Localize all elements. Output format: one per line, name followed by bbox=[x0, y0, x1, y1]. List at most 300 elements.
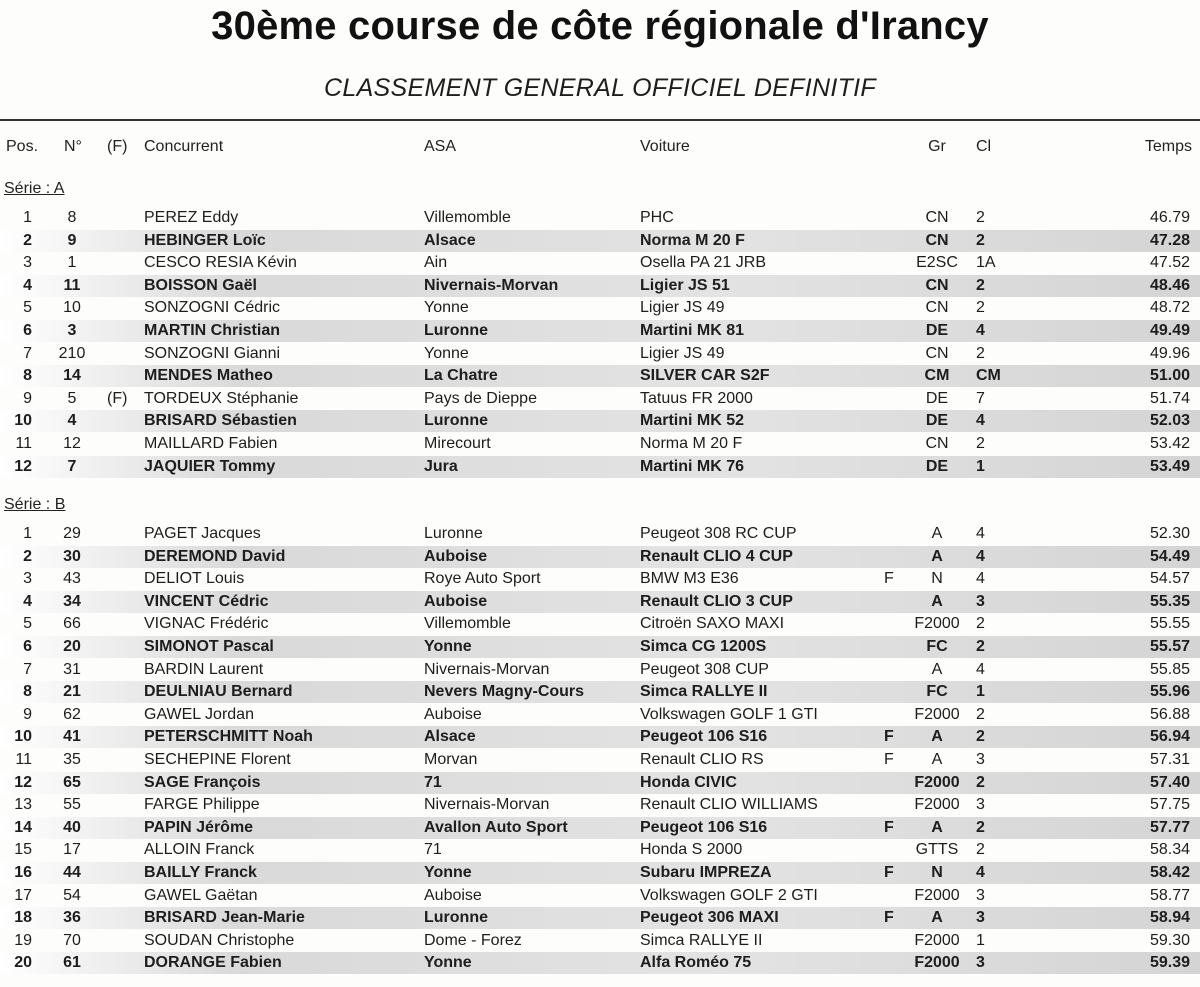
cell-f bbox=[107, 523, 141, 545]
cell-voiture: Ligier JS 49 bbox=[640, 344, 725, 362]
cell-cl: 3 bbox=[976, 796, 985, 814]
cell-f bbox=[107, 207, 141, 229]
cell-temps: 57.31 bbox=[1149, 751, 1190, 768]
cell-concurrent: DORANGE Fabien bbox=[144, 954, 282, 972]
cell-f bbox=[107, 568, 141, 590]
table-row bbox=[0, 839, 1200, 861]
cell-asa: Yonne bbox=[424, 344, 469, 362]
cell-temps: 58.34 bbox=[1149, 841, 1190, 859]
cell-pos: 7 bbox=[23, 660, 32, 678]
cell-gr: F2000 bbox=[914, 773, 960, 791]
cell-voiture: Peugeot 106 S16 bbox=[640, 818, 768, 836]
cell-gr: CN bbox=[925, 276, 949, 294]
cell-temps: 49.96 bbox=[1149, 344, 1190, 362]
cell-f bbox=[107, 749, 141, 771]
cell-voiture: Simca RALLYE II bbox=[640, 683, 768, 701]
cell-f bbox=[107, 794, 141, 816]
cell-asa: Jura bbox=[424, 457, 458, 475]
cell-flag: F bbox=[884, 909, 894, 927]
cell-num: 1 bbox=[67, 254, 77, 272]
cell-num: 35 bbox=[63, 751, 81, 768]
cell-pos: 2 bbox=[23, 231, 32, 249]
cell-concurrent: FARGE Philippe bbox=[144, 796, 260, 814]
cell-cl: 2 bbox=[976, 705, 985, 723]
cell-voiture: Honda S 2000 bbox=[640, 841, 743, 859]
cell-temps: 54.49 bbox=[1149, 547, 1190, 565]
cell-flag: F bbox=[884, 864, 894, 881]
cell-gr: F2000 bbox=[914, 705, 960, 723]
cell-asa: Auboise bbox=[424, 547, 488, 565]
cell-voiture: Renault CLIO 3 CUP bbox=[640, 592, 793, 610]
cell-temps: 49.49 bbox=[1149, 322, 1190, 339]
cell-voiture: Renault CLIO WILLIAMS bbox=[640, 796, 818, 814]
cell-gr: F2000 bbox=[914, 931, 960, 949]
cell-gr: A bbox=[931, 547, 943, 565]
cell-f bbox=[107, 343, 141, 365]
cell-cl: 3 bbox=[976, 592, 985, 610]
cell-asa: Yonne bbox=[424, 638, 472, 655]
table-row bbox=[0, 659, 1200, 681]
table-row bbox=[0, 794, 1200, 816]
cell-num: 40 bbox=[63, 818, 81, 836]
cell-num: 70 bbox=[63, 931, 81, 949]
cell-pos: 12 bbox=[14, 457, 32, 475]
cell-voiture: Martini MK 76 bbox=[640, 457, 745, 475]
cell-voiture: BMW M3 E36 bbox=[640, 570, 739, 588]
cell-cl: 2 bbox=[976, 276, 985, 294]
cell-pos: 1 bbox=[23, 525, 32, 542]
cell-cl: 4 bbox=[976, 864, 985, 881]
cell-f bbox=[107, 365, 141, 387]
cell-concurrent: TORDEUX Stéphanie bbox=[144, 389, 299, 407]
cell-temps: 47.52 bbox=[1149, 254, 1190, 272]
cell-pos: 8 bbox=[23, 683, 32, 701]
cell-gr: CN bbox=[925, 231, 949, 249]
cell-cl: 2 bbox=[976, 841, 985, 859]
cell-concurrent: SOUDAN Christophe bbox=[144, 931, 295, 949]
cell-num: 10 bbox=[63, 299, 81, 317]
series-label-text: Série : A bbox=[4, 180, 65, 197]
cell-voiture: Norma M 20 F bbox=[640, 231, 745, 249]
cell-f bbox=[107, 726, 141, 748]
cell-f bbox=[107, 772, 141, 794]
table-row bbox=[0, 207, 1200, 229]
table-row bbox=[0, 433, 1200, 455]
cell-f bbox=[107, 817, 141, 839]
cell-temps: 53.49 bbox=[1149, 457, 1190, 475]
cell-temps: 58.77 bbox=[1149, 886, 1190, 904]
cell-gr: CM bbox=[924, 367, 950, 385]
cell-asa: Nivernais-Morvan bbox=[424, 276, 559, 294]
page-title: 30ème course de côte régionale d'Irancy bbox=[211, 4, 989, 48]
cell-asa: Avallon Auto Sport bbox=[424, 818, 568, 836]
cell-pos: 15 bbox=[14, 841, 32, 859]
cell-concurrent: VINCENT Cédric bbox=[144, 592, 269, 610]
cell-asa: Nivernais-Morvan bbox=[424, 796, 550, 814]
header-num: N° bbox=[64, 138, 82, 155]
table-row bbox=[0, 613, 1200, 635]
cell-f bbox=[107, 297, 141, 319]
cell-pos: 3 bbox=[23, 254, 32, 272]
cell-cl: 1 bbox=[976, 931, 985, 949]
cell-num: 12 bbox=[63, 435, 81, 452]
cell-temps: 56.88 bbox=[1149, 705, 1190, 723]
cell-gr: N bbox=[931, 864, 943, 881]
cell-f bbox=[107, 252, 141, 274]
header-f: (F) bbox=[107, 138, 128, 155]
cell-num: 8 bbox=[67, 209, 77, 226]
cell-asa: Luronne bbox=[424, 412, 488, 430]
cell-concurrent: MAILLARD Fabien bbox=[144, 435, 278, 452]
cell-voiture: Martini MK 52 bbox=[640, 412, 745, 430]
cell-flag: F bbox=[884, 751, 894, 768]
cell-asa: Yonne bbox=[424, 299, 469, 317]
cell-gr: FC bbox=[926, 638, 948, 655]
cell-cl: 2 bbox=[976, 299, 985, 317]
cell-temps: 57.40 bbox=[1149, 773, 1190, 791]
cell-flag: F bbox=[884, 570, 894, 588]
cell-voiture: Peugeot 106 S16 bbox=[640, 728, 768, 746]
cell-temps: 47.28 bbox=[1149, 231, 1190, 249]
cell-asa: Alsace bbox=[424, 728, 476, 746]
cell-voiture: Ligier JS 51 bbox=[640, 276, 730, 294]
cell-temps: 58.42 bbox=[1149, 864, 1190, 881]
cell-f bbox=[107, 907, 141, 929]
table-row bbox=[0, 546, 1200, 568]
cell-temps: 57.75 bbox=[1149, 796, 1190, 814]
cell-cl: 4 bbox=[976, 412, 985, 430]
cell-num: 31 bbox=[63, 660, 81, 678]
cell-f bbox=[107, 320, 141, 342]
cell-num: 66 bbox=[63, 615, 81, 633]
cell-cl: 4 bbox=[976, 660, 985, 678]
cell-concurrent: BRISARD Jean-Marie bbox=[144, 909, 305, 927]
cell-num: 17 bbox=[63, 841, 81, 859]
cell-f bbox=[107, 930, 141, 952]
table-row bbox=[0, 907, 1200, 929]
cell-concurrent: SONZOGNI Cédric bbox=[144, 299, 281, 317]
cell-pos: 7 bbox=[23, 344, 32, 362]
cell-asa: La Chatre bbox=[424, 367, 498, 385]
cell-cl: 1A bbox=[976, 254, 996, 272]
cell-asa: Villemomble bbox=[424, 209, 511, 226]
cell-f bbox=[107, 456, 141, 478]
cell-cl: 2 bbox=[976, 773, 985, 791]
cell-asa: Ain bbox=[424, 254, 448, 272]
cell-asa: Luronne bbox=[424, 909, 488, 927]
cell-concurrent: BAILLY Franck bbox=[144, 864, 257, 881]
cell-cl: 2 bbox=[976, 728, 985, 746]
cell-num: 54 bbox=[63, 886, 81, 904]
cell-f bbox=[107, 681, 141, 703]
table-row bbox=[0, 885, 1200, 907]
cell-voiture: Honda CIVIC bbox=[640, 773, 737, 791]
cell-asa: Nevers Magny-Cours bbox=[424, 683, 585, 701]
cell-pos: 17 bbox=[14, 886, 32, 904]
cell-f bbox=[107, 275, 141, 297]
cell-concurrent: DEULNIAU Bernard bbox=[144, 683, 293, 701]
cell-voiture: Renault CLIO 4 CUP bbox=[640, 547, 793, 565]
cell-cl: 3 bbox=[976, 954, 985, 972]
cell-asa: Dome - Forez bbox=[424, 931, 522, 949]
cell-voiture: Martini MK 81 bbox=[640, 322, 745, 339]
cell-num: 62 bbox=[63, 705, 81, 723]
cell-gr: F2000 bbox=[914, 796, 960, 814]
table-row bbox=[0, 772, 1200, 794]
series-label-text: Série : B bbox=[4, 496, 66, 513]
cell-voiture: Peugeot 306 MAXI bbox=[640, 909, 779, 927]
cell-pos: 12 bbox=[14, 773, 32, 791]
cell-cl: 3 bbox=[976, 751, 985, 768]
cell-temps: 55.57 bbox=[1149, 638, 1190, 655]
cell-pos: 19 bbox=[14, 931, 32, 949]
cell-num: 36 bbox=[63, 909, 81, 927]
cell-temps: 51.74 bbox=[1149, 389, 1190, 407]
cell-num: 210 bbox=[58, 344, 86, 362]
cell-cl: 4 bbox=[976, 547, 985, 565]
cell-gr: CN bbox=[925, 299, 949, 317]
cell-concurrent: PEREZ Eddy bbox=[144, 209, 239, 226]
cell-voiture: Simca CG 1200S bbox=[640, 638, 767, 655]
cell-gr: CN bbox=[925, 435, 949, 452]
cell-cl: 7 bbox=[976, 389, 985, 407]
cell-pos: 4 bbox=[23, 276, 32, 294]
cell-f: (F) bbox=[107, 389, 128, 407]
cell-voiture: Simca RALLYE II bbox=[640, 931, 763, 949]
cell-asa: Pays de Dieppe bbox=[424, 389, 537, 407]
cell-gr: FC bbox=[926, 683, 948, 701]
table-row bbox=[0, 704, 1200, 726]
cell-flag: F bbox=[884, 818, 894, 836]
table-row bbox=[0, 320, 1200, 342]
table-row bbox=[0, 410, 1200, 432]
cell-pos: 16 bbox=[14, 864, 32, 881]
cell-num: 7 bbox=[67, 457, 77, 475]
cell-concurrent: CESCO RESIA Kévin bbox=[144, 254, 297, 272]
cell-temps: 55.85 bbox=[1149, 660, 1190, 678]
cell-concurrent: SIMONOT Pascal bbox=[144, 638, 274, 655]
cell-f bbox=[107, 613, 141, 635]
cell-voiture: Volkswagen GOLF 1 GTI bbox=[640, 705, 818, 723]
cell-cl: 2 bbox=[976, 344, 985, 362]
cell-gr: DE bbox=[925, 389, 949, 407]
cell-pos: 8 bbox=[23, 367, 32, 385]
table-header bbox=[0, 138, 1200, 162]
cell-pos: 5 bbox=[23, 299, 32, 317]
cell-asa: Auboise bbox=[424, 705, 482, 723]
cell-voiture: Volkswagen GOLF 2 GTI bbox=[640, 886, 818, 904]
cell-num: 44 bbox=[63, 864, 81, 881]
cell-pos: 2 bbox=[23, 547, 32, 565]
cell-pos: 14 bbox=[14, 818, 32, 836]
cell-temps: 55.55 bbox=[1149, 615, 1190, 633]
cell-concurrent: BOISSON Gaël bbox=[144, 276, 257, 294]
cell-pos: 18 bbox=[14, 909, 32, 927]
cell-num: 4 bbox=[67, 412, 77, 430]
cell-f bbox=[107, 230, 141, 252]
header-cl: Cl bbox=[976, 138, 992, 155]
cell-pos: 13 bbox=[14, 796, 32, 814]
table-row bbox=[0, 726, 1200, 748]
cell-cl: 2 bbox=[976, 615, 985, 633]
cell-asa: Mirecourt bbox=[424, 435, 491, 452]
cell-concurrent: BRISARD Sébastien bbox=[144, 412, 297, 430]
table-row bbox=[0, 230, 1200, 252]
header-pos: Pos. bbox=[6, 138, 39, 155]
cell-pos: 3 bbox=[23, 570, 32, 588]
cell-pos: 6 bbox=[23, 322, 32, 339]
table-row bbox=[0, 297, 1200, 319]
table-row bbox=[0, 365, 1200, 387]
cell-num: 43 bbox=[63, 570, 81, 588]
header-temps: Temps bbox=[1144, 138, 1192, 155]
table-row bbox=[0, 862, 1200, 884]
cell-temps: 52.30 bbox=[1149, 525, 1190, 542]
cell-temps: 53.42 bbox=[1149, 435, 1190, 452]
cell-asa: Yonne bbox=[424, 864, 472, 881]
cell-cl: 1 bbox=[976, 457, 985, 475]
table-row bbox=[0, 749, 1200, 771]
table-row bbox=[0, 952, 1200, 974]
cell-num: 5 bbox=[67, 389, 77, 407]
cell-flag: F bbox=[884, 728, 894, 746]
cell-concurrent: MENDES Matheo bbox=[144, 367, 273, 385]
cell-f bbox=[107, 410, 141, 432]
cell-asa: Luronne bbox=[424, 322, 488, 339]
cell-temps: 48.46 bbox=[1149, 276, 1190, 294]
table-row bbox=[0, 252, 1200, 274]
table-row bbox=[0, 523, 1200, 545]
table-row bbox=[0, 636, 1200, 658]
cell-f bbox=[107, 636, 141, 658]
cell-temps: 51.00 bbox=[1149, 367, 1190, 385]
cell-f bbox=[107, 885, 141, 907]
cell-f bbox=[107, 839, 141, 861]
cell-num: 9 bbox=[67, 231, 77, 249]
cell-gr: DE bbox=[925, 322, 949, 339]
cell-temps: 59.39 bbox=[1149, 954, 1190, 972]
cell-asa: Luronne bbox=[424, 525, 483, 542]
cell-cl: CM bbox=[976, 367, 1001, 385]
cell-gr: CN bbox=[925, 209, 949, 226]
cell-cl: 3 bbox=[976, 909, 985, 927]
cell-voiture: Peugeot 308 RC CUP bbox=[640, 525, 797, 542]
table-row bbox=[0, 817, 1200, 839]
cell-asa: Nivernais-Morvan bbox=[424, 660, 550, 678]
cell-concurrent: SONZOGNI Gianni bbox=[144, 344, 281, 362]
table-row bbox=[0, 591, 1200, 613]
header-asa: ASA bbox=[424, 138, 457, 155]
cell-concurrent: PETERSCHMITT Noah bbox=[144, 728, 313, 746]
cell-voiture: Tatuus FR 2000 bbox=[640, 389, 753, 407]
cell-temps: 48.72 bbox=[1149, 299, 1190, 317]
cell-pos: 10 bbox=[14, 728, 32, 746]
cell-asa: Auboise bbox=[424, 886, 482, 904]
cell-voiture: Peugeot 308 CUP bbox=[640, 660, 769, 678]
cell-asa: Alsace bbox=[424, 231, 476, 249]
cell-temps: 57.77 bbox=[1149, 818, 1190, 836]
cell-num: 21 bbox=[63, 683, 81, 701]
cell-pos: 5 bbox=[23, 615, 32, 633]
cell-gr: F2000 bbox=[914, 615, 960, 633]
cell-pos: 6 bbox=[23, 638, 32, 655]
cell-num: 41 bbox=[63, 728, 81, 746]
cell-f bbox=[107, 952, 141, 974]
cell-concurrent: PAGET Jacques bbox=[144, 525, 261, 542]
cell-f bbox=[107, 591, 141, 613]
cell-temps: 55.96 bbox=[1149, 683, 1190, 701]
cell-num: 20 bbox=[63, 638, 81, 655]
cell-cl: 4 bbox=[976, 525, 985, 542]
table-row bbox=[0, 275, 1200, 297]
cell-num: 3 bbox=[67, 322, 77, 339]
table-row bbox=[0, 568, 1200, 590]
table-row bbox=[0, 343, 1200, 365]
cell-asa: Villemomble bbox=[424, 615, 511, 633]
cell-f bbox=[107, 704, 141, 726]
cell-asa: 71 bbox=[424, 841, 442, 859]
cell-num: 55 bbox=[63, 796, 81, 814]
cell-cl: 3 bbox=[976, 886, 985, 904]
cell-temps: 58.94 bbox=[1149, 909, 1190, 927]
cell-gr: DE bbox=[925, 412, 949, 430]
cell-num: 29 bbox=[63, 525, 81, 542]
cell-num: 11 bbox=[63, 276, 81, 294]
cell-gr: A bbox=[931, 818, 943, 836]
cell-concurrent: DELIOT Louis bbox=[144, 570, 245, 588]
cell-voiture: Osella PA 21 JRB bbox=[640, 254, 766, 272]
cell-asa: 71 bbox=[424, 773, 442, 791]
cell-cl: 2 bbox=[976, 231, 985, 249]
cell-gr: GTTS bbox=[915, 841, 959, 859]
table-row bbox=[0, 681, 1200, 703]
cell-concurrent: PAPIN Jérôme bbox=[144, 818, 254, 836]
cell-num: 30 bbox=[63, 547, 81, 565]
cell-concurrent: ALLOIN Franck bbox=[144, 841, 255, 859]
cell-asa: Auboise bbox=[424, 592, 488, 610]
table-row bbox=[0, 930, 1200, 952]
header-gr: Gr bbox=[928, 138, 946, 155]
cell-voiture: PHC bbox=[640, 209, 674, 226]
cell-num: 14 bbox=[63, 367, 81, 385]
cell-gr: F2000 bbox=[914, 954, 960, 972]
cell-cl: 4 bbox=[976, 322, 985, 339]
cell-gr: A bbox=[931, 728, 943, 746]
cell-voiture: Ligier JS 49 bbox=[640, 299, 725, 317]
cell-concurrent: GAWEL Jordan bbox=[144, 705, 254, 723]
cell-cl: 2 bbox=[976, 209, 985, 226]
cell-voiture: Subaru IMPREZA bbox=[640, 864, 772, 881]
cell-asa: Yonne bbox=[424, 954, 472, 972]
cell-f bbox=[107, 862, 141, 884]
cell-num: 34 bbox=[63, 592, 81, 610]
header-divider bbox=[0, 119, 1200, 121]
cell-asa: Morvan bbox=[424, 751, 478, 768]
cell-pos: 9 bbox=[23, 389, 32, 407]
cell-concurrent: GAWEL Gaëtan bbox=[144, 886, 258, 904]
cell-concurrent: DEREMOND David bbox=[144, 547, 286, 565]
cell-num: 65 bbox=[63, 773, 81, 791]
cell-gr: A bbox=[931, 660, 943, 678]
cell-cl: 2 bbox=[976, 638, 985, 655]
cell-temps: 46.79 bbox=[1149, 209, 1190, 226]
cell-pos: 10 bbox=[14, 412, 32, 430]
cell-voiture: SILVER CAR S2F bbox=[640, 367, 770, 385]
cell-gr: DE bbox=[925, 457, 949, 475]
cell-cl: 4 bbox=[976, 570, 985, 588]
cell-gr: A bbox=[931, 909, 943, 927]
cell-gr: E2SC bbox=[916, 254, 958, 272]
